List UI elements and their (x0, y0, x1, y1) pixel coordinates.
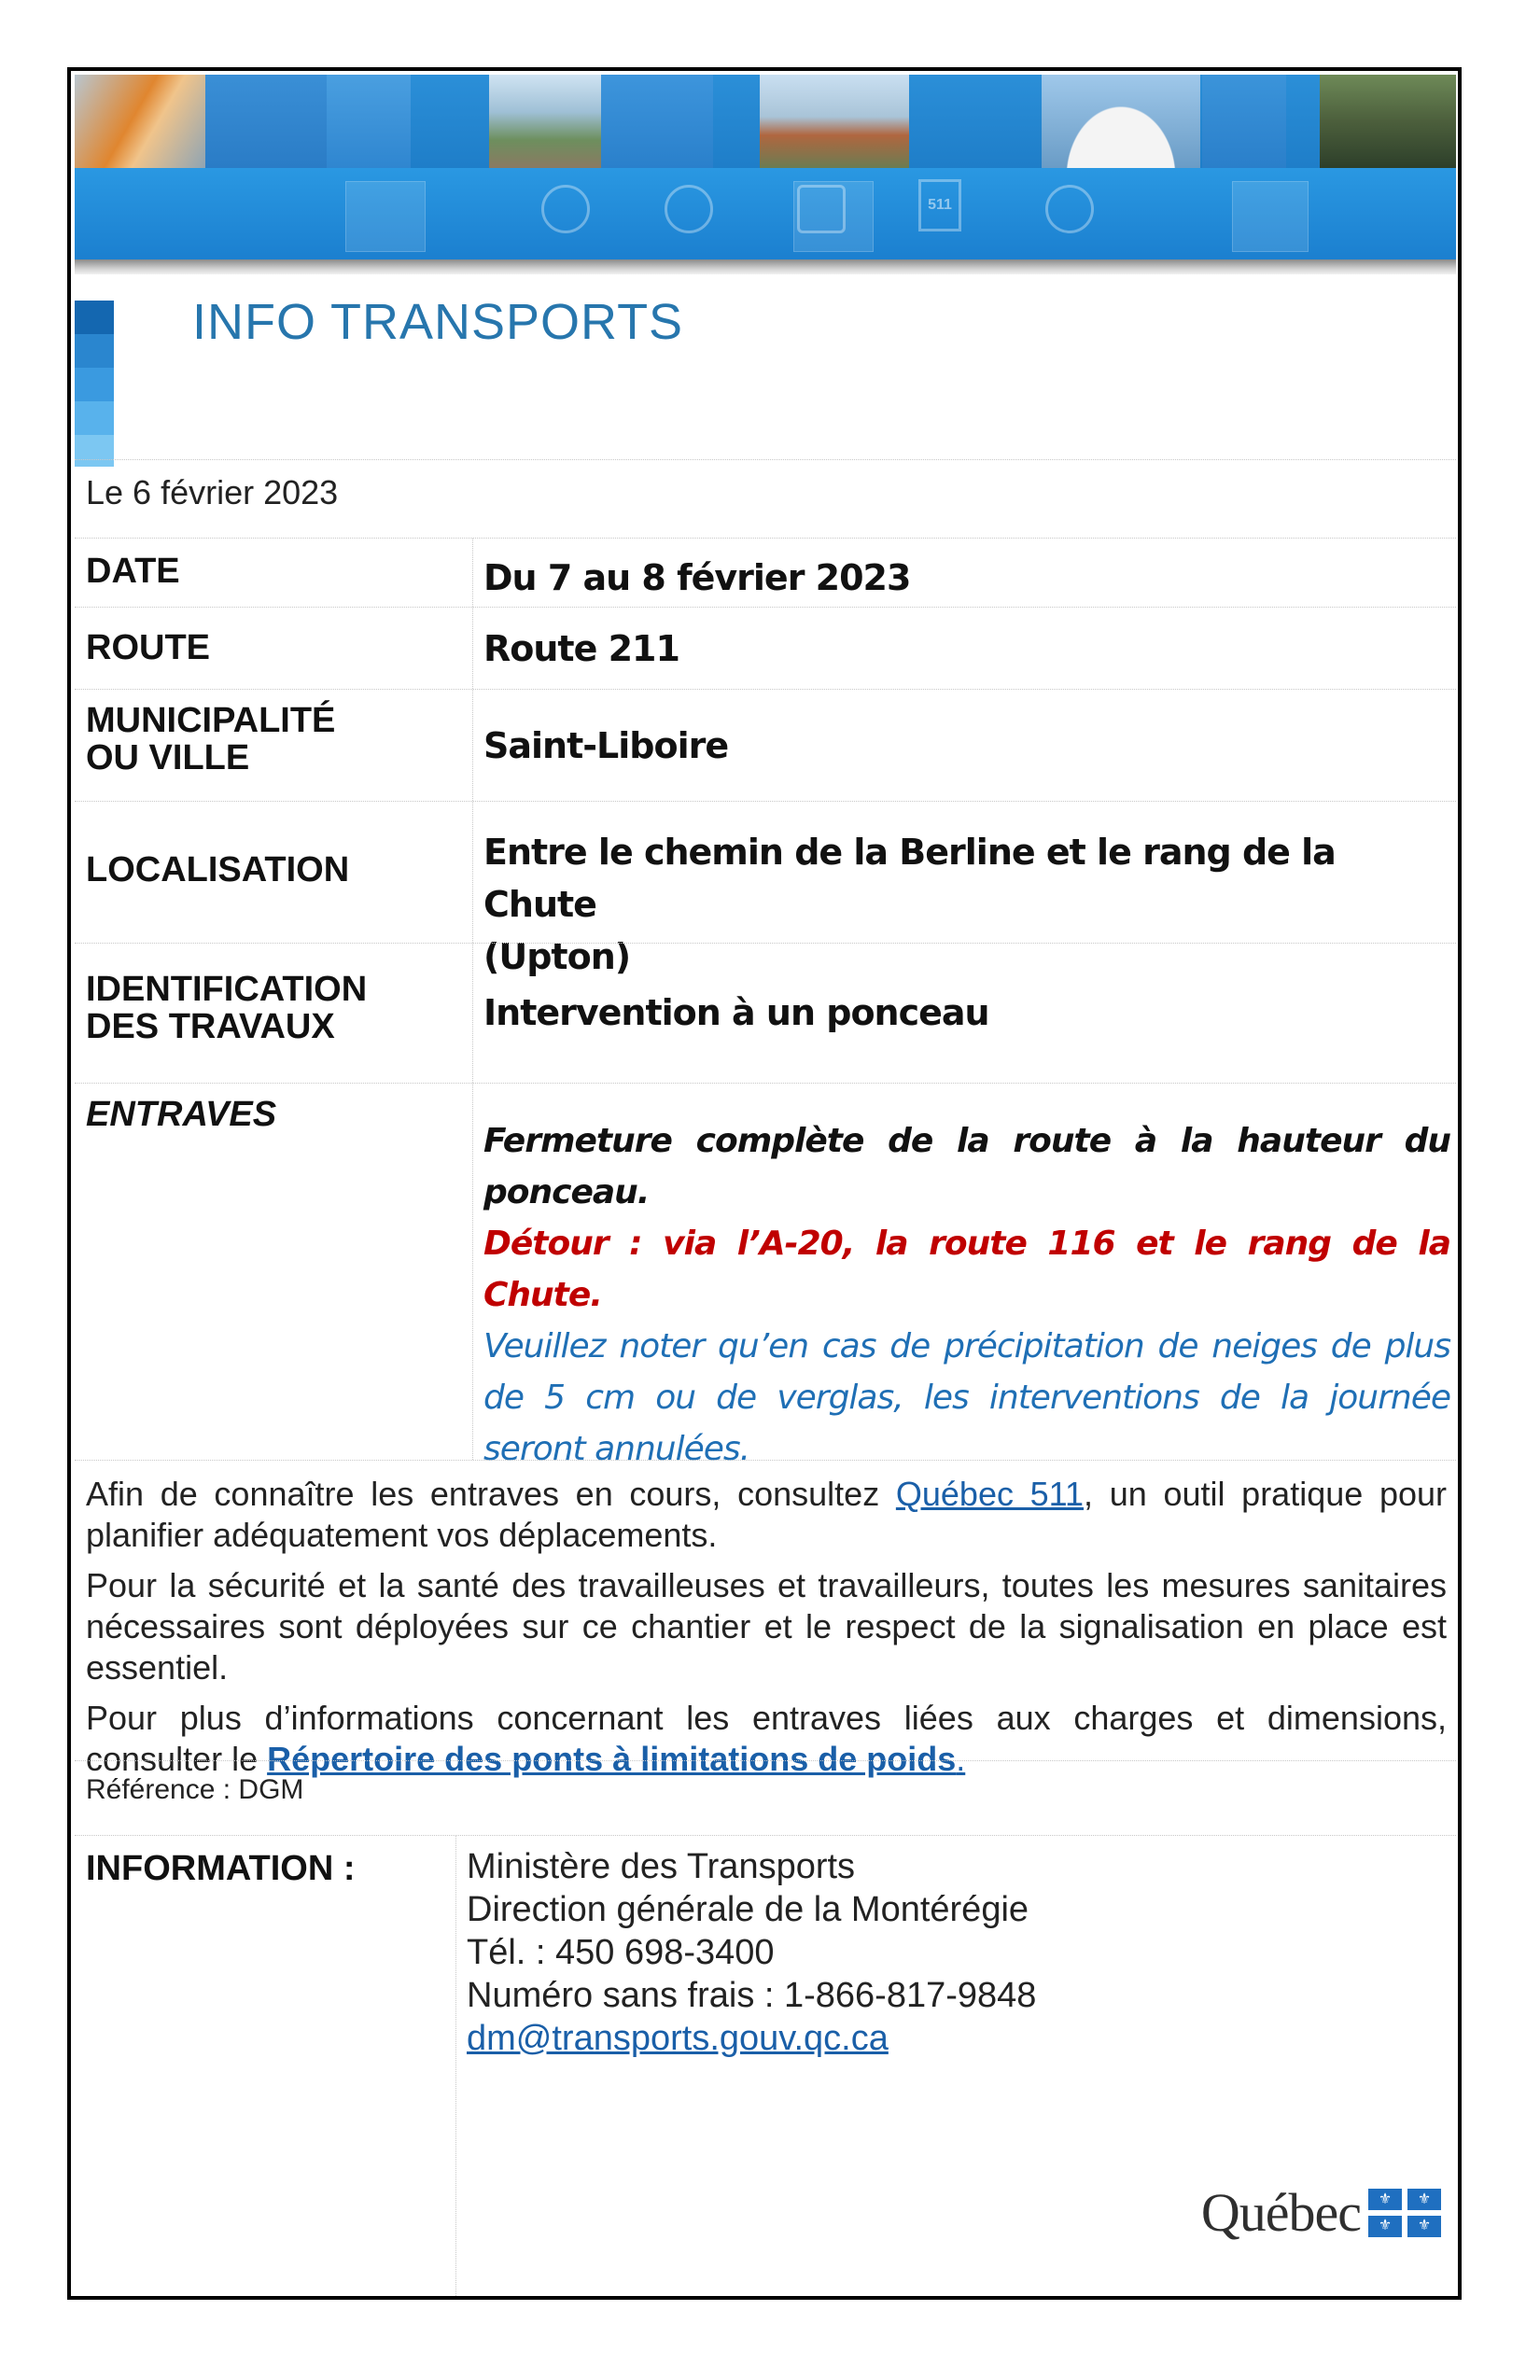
column-divider (472, 944, 473, 1083)
harbour-photo (760, 75, 909, 168)
phone-number: Tél. : 450 698-3400 (467, 1933, 775, 1972)
road-photo (489, 75, 601, 168)
table-row-municipality (75, 689, 1456, 801)
table-row-location (75, 801, 1456, 977)
toll-free-number: Numéro sans frais : 1-866-817-9848 (467, 1976, 1037, 2015)
banner-photo-strip (75, 75, 1456, 168)
municipality-label-line1: MUNICIPALITÉ (86, 701, 336, 740)
notes-p1-text: Afin de connaître les entraves en cours, consultez (86, 1475, 896, 1513)
location-value-line2: (Upton) (483, 936, 631, 977)
quebec-511-link[interactable]: Québec 511 (895, 1475, 1085, 1513)
information-contact (467, 1845, 1036, 2060)
works-label-line2: DES TRAVAUX (86, 1006, 335, 1046)
works-label (86, 972, 367, 1046)
notes-text (86, 1474, 1447, 1789)
quebec-logo (1201, 2181, 1441, 2244)
bicycle-photo (1320, 75, 1456, 168)
notes-paragraph-2: Pour la sécurité et la santé des travailleuses et travailleurs, toutes les mesures sanitaires nécessaires sont déployées sur ce chantier et le respect de la signalisation en place est essentiel. (86, 1566, 1447, 1687)
entraves-detour: Détour : via l’A-20, la route 116 et le rang de la Chute. (483, 1225, 1450, 1314)
title-accent-block (75, 401, 114, 435)
traffic-icon (1045, 185, 1094, 233)
table-row-works (75, 943, 1456, 1083)
email-link[interactable]: dm@transports.gouv.qc.ca (467, 2019, 889, 2058)
title-accent-block (75, 368, 114, 401)
table-row-date (75, 538, 1456, 607)
page-title: INFO TRANSPORTS (192, 294, 684, 350)
banner-shadow (75, 259, 1456, 274)
municipality-label (86, 703, 335, 777)
reference-text: Référence : DGM (86, 1774, 304, 1805)
bus-icon (797, 185, 846, 233)
location-label: LOCALISATION (86, 850, 350, 889)
airplane-icon (541, 185, 590, 233)
quebec-logo-text: Québec (1200, 2182, 1361, 2243)
notes-paragraph-1 (86, 1474, 1447, 1556)
notes-section (75, 1460, 1456, 1778)
workers-photo (75, 75, 205, 168)
municipality-label-line2: OU VILLE (86, 737, 250, 777)
direction-name: Direction générale de la Montérégie (467, 1890, 1029, 1929)
title-accent-block (75, 334, 114, 368)
entraves-text (483, 1115, 1450, 1475)
bulletin-date: Le 6 février 2023 (86, 473, 339, 511)
bridge-directory-link[interactable]: Répertoire des ponts à limitations de poids (267, 1740, 957, 1778)
entraves-label: ENTRAVES (86, 1095, 277, 1134)
entraves-note: Veuillez noter qu’en cas de précipitation de neiges de plus de 5 cm ou de verglas, les interventions de la journée seront annulées. (483, 1327, 1450, 1468)
table-row-entraves (75, 1083, 1456, 1468)
table-row-route (75, 607, 1456, 689)
route-label: ROUTE (86, 628, 210, 667)
quebec-511-icon: 511 (918, 179, 961, 231)
banner-square (1232, 181, 1309, 252)
column-divider (472, 802, 473, 943)
location-value-line1: Entre le chemin de la Berline et le rang de la Chute (483, 832, 1336, 925)
banner-tile (205, 75, 327, 168)
column-divider (455, 1836, 456, 2296)
banner-band (75, 168, 1456, 261)
works-label-line1: IDENTIFICATION (86, 970, 368, 1009)
bridge-photo (1042, 75, 1200, 168)
date-value: Du 7 au 8 février 2023 (483, 557, 911, 598)
column-divider (472, 608, 473, 689)
information-row (75, 1835, 1456, 2296)
municipality-value: Saint-Liboire (483, 725, 729, 766)
works-value: Intervention à un ponceau (483, 992, 989, 1033)
date-line-row (75, 459, 1456, 538)
reference-row (75, 1760, 1456, 1835)
notes-p3-text: Pour plus d’informations concernant les entraves liées aux charges et dimensions, consulter le (86, 1699, 1447, 1778)
route-value: Route 211 (483, 628, 679, 669)
column-divider (472, 1084, 473, 1460)
banner-square (345, 181, 426, 252)
banner-tile (327, 75, 411, 168)
date-label: DATE (86, 552, 180, 591)
quebec-flag-icon: ⚜ ⚜ ⚜ ⚜ (1368, 2189, 1441, 2237)
column-divider (472, 690, 473, 801)
notes-p1-text-end: , un outil pratique pour planifier adéquatement vos déplacements. (86, 1475, 1448, 1554)
column-divider (472, 539, 473, 607)
ministry-name: Ministère des Transports (467, 1847, 856, 1886)
bulletin-frame (67, 67, 1462, 2300)
banner-tile (601, 75, 713, 168)
information-label: INFORMATION : (86, 1849, 356, 1888)
entraves-closure: Fermeture complète de la route à la hauteur du ponceau. (483, 1122, 1450, 1211)
title-accent-block (75, 301, 114, 334)
banner-tile (1202, 75, 1286, 168)
steering-wheel-icon (665, 185, 713, 233)
notes-p3-text-end: . (956, 1740, 966, 1778)
header-banner (75, 75, 1456, 261)
